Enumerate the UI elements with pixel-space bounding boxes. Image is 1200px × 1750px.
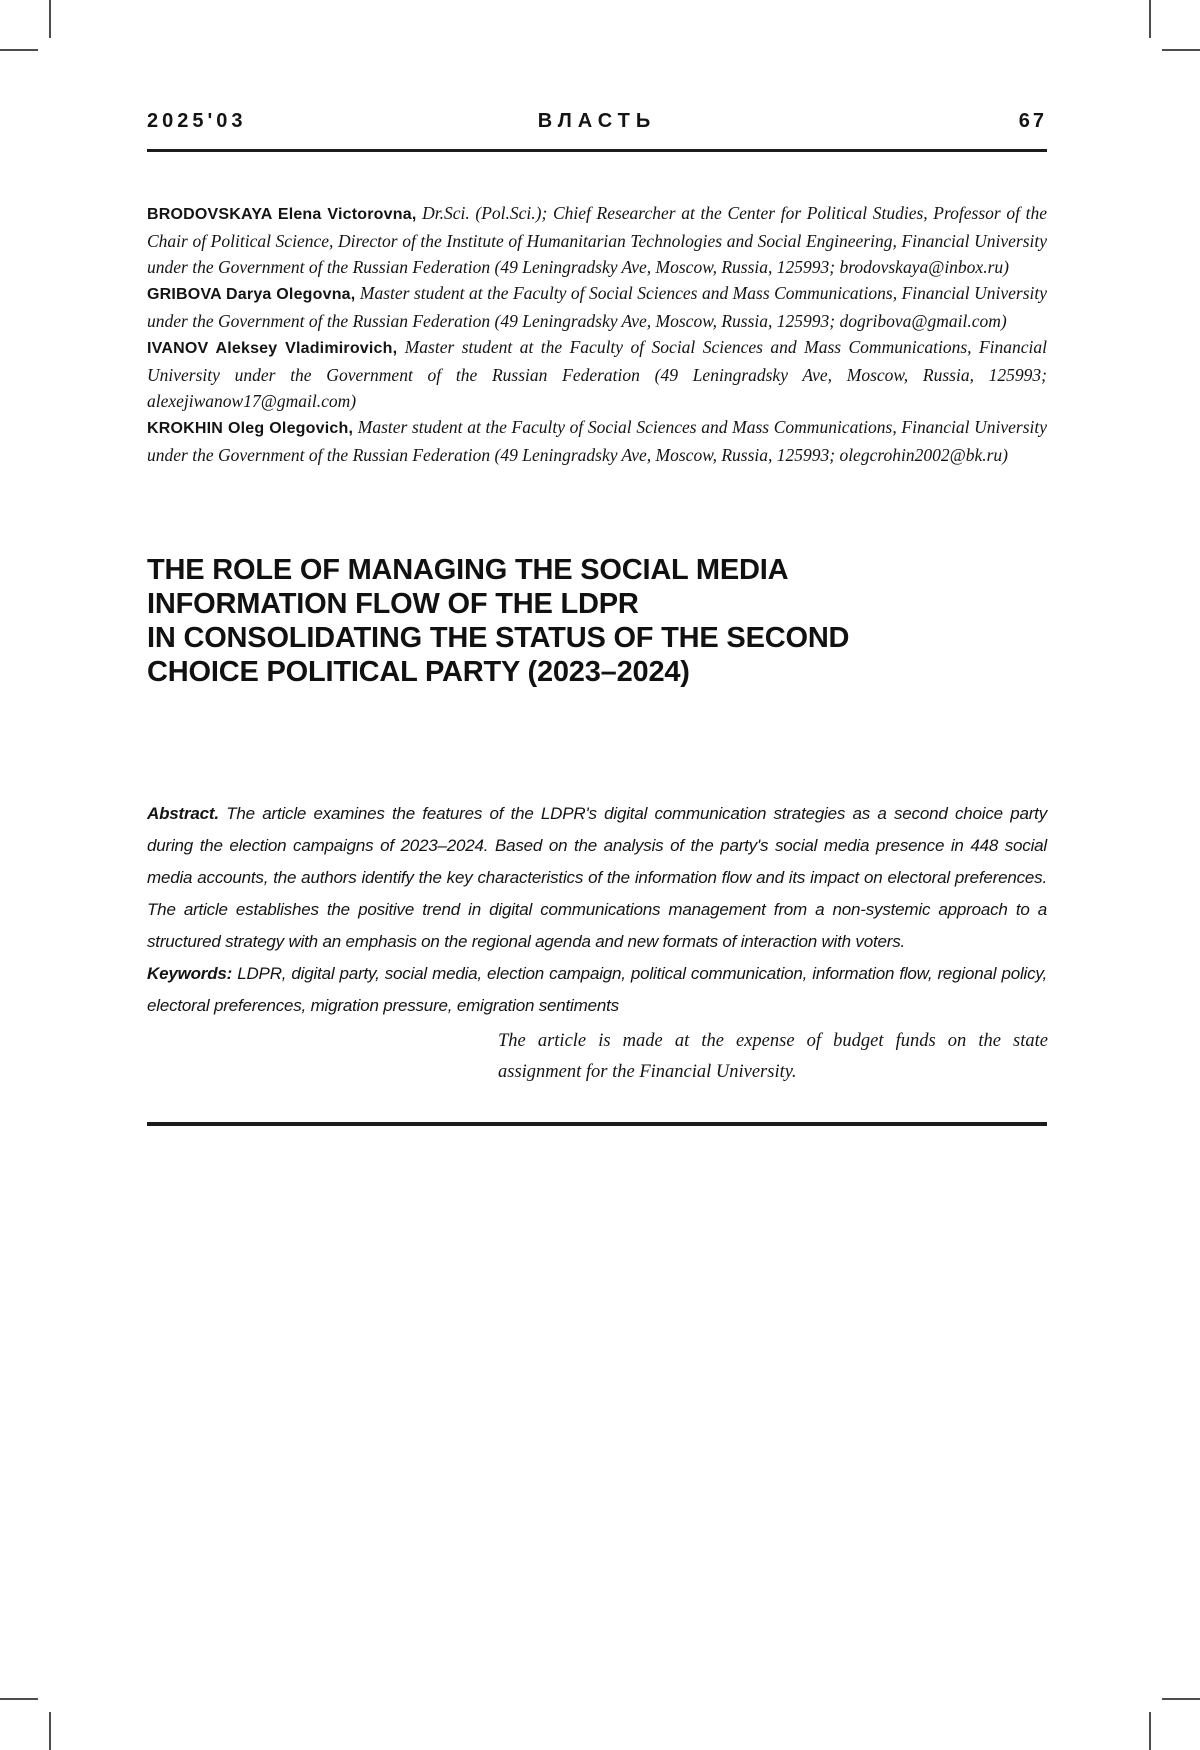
keywords-text: LDPR, digital party, social media, election campaign, political communication, information flow, regional policy, electoral preferences, migration pressure, emigration sentiments xyxy=(147,964,1047,1015)
running-header xyxy=(147,110,1047,140)
author-name: BRODOVSKAYA Elena Victorovna, xyxy=(147,206,417,223)
header-rule xyxy=(147,149,1047,152)
abstract-paragraph xyxy=(147,798,1047,958)
abstract-block xyxy=(147,798,1047,1022)
journal-title: ВЛАСТЬ xyxy=(537,110,657,132)
article-title-line: CHOICE POLITICAL PARTY (2023–2024) xyxy=(147,656,690,688)
keywords-paragraph xyxy=(147,958,1047,1022)
author-paragraph xyxy=(147,280,1047,334)
author-paragraph xyxy=(147,200,1047,280)
author-affiliation: Master student at the Faculty of Social Sciences and Mass Communications, Financial University under the Government of the Russian Federation (49 Leningradsky Ave, Moscow, Russia, 125993; dogribova@gmail.com) xyxy=(147,283,1047,331)
author-name: IVANOV Aleksey Vladimirovich, xyxy=(147,340,398,357)
author-paragraph xyxy=(147,334,1047,414)
crop-mark-top-left-horizontal xyxy=(0,49,38,51)
crop-mark-top-right-horizontal xyxy=(1162,49,1200,51)
article-title-line: INFORMATION FLOW OF THE LDPR xyxy=(147,588,639,620)
funding-note xyxy=(498,1026,1048,1087)
crop-mark-bottom-right-horizontal xyxy=(1162,1698,1200,1700)
crop-mark-top-left-vertical xyxy=(49,0,51,38)
keywords-label: Keywords: xyxy=(147,964,233,983)
author-affiliation: Dr.Sci. (Pol.Sci.); Chief Researcher at the Center for Political Studies, Professor of the Chair of Political Science, Director of the Institute of Humanitarian Technologies and Social Engineering, Financial University under the Government of the Russian Federation (49 Leningradsky Ave, Moscow, Russia, 125993; brodovskaya@inbox.ru) xyxy=(147,203,1047,277)
crop-mark-top-right-vertical xyxy=(1149,0,1151,38)
crop-mark-bottom-left-horizontal xyxy=(0,1698,38,1700)
article-title-line: IN CONSOLIDATING THE STATUS OF THE SECOND xyxy=(147,622,850,654)
crop-mark-bottom-left-vertical xyxy=(49,1712,51,1750)
authors-block xyxy=(147,200,1047,468)
crop-mark-bottom-right-vertical xyxy=(1149,1712,1151,1750)
author-affiliation: Master student at the Faculty of Social Sciences and Mass Communications, Financial University under the Government of the Russian Federation (49 Leningradsky Ave, Moscow, Russia, 125993; olegcrohin2002@bk.ru) xyxy=(147,417,1047,465)
author-name: GRIBOVA Darya Olegovna, xyxy=(147,286,356,303)
funding-note-line: The article is made at the expense of budget funds on the state xyxy=(498,1031,1048,1051)
abstract-label: Abstract. xyxy=(147,804,219,823)
page-number: 67 xyxy=(1018,110,1047,132)
funding-note-line: assignment for the Financial University. xyxy=(498,1061,797,1082)
article-title-line: THE ROLE OF MANAGING THE SOCIAL MEDIA xyxy=(147,554,789,586)
footer-rule xyxy=(147,1122,1047,1126)
author-paragraph xyxy=(147,414,1047,468)
author-affiliation: Master student at the Faculty of Social Sciences and Mass Communications, Financial University under the Government of the Russian Federation (49 Leningradsky Ave, Moscow, Russia, 125993; alexejiwanow17@gmail.com) xyxy=(147,337,1047,411)
abstract-text: The article examines the features of the LDPR's digital communication strategies as a second choice party during the election campaigns of 2023–2024. Based on the analysis of the party's social media presence in 448 social media accounts, the authors identify the key characteristics of the information flow and its impact on electoral preferences. The article establishes the positive trend in digital communications management from a non-systemic approach to a structured strategy with an emphasis on the regional agenda and new formats of interaction with voters. xyxy=(147,804,1047,951)
article-title xyxy=(147,553,1077,689)
author-name: KROKHIN Oleg Olegovich, xyxy=(147,420,354,437)
issue-label: 2025'03 xyxy=(147,110,247,132)
